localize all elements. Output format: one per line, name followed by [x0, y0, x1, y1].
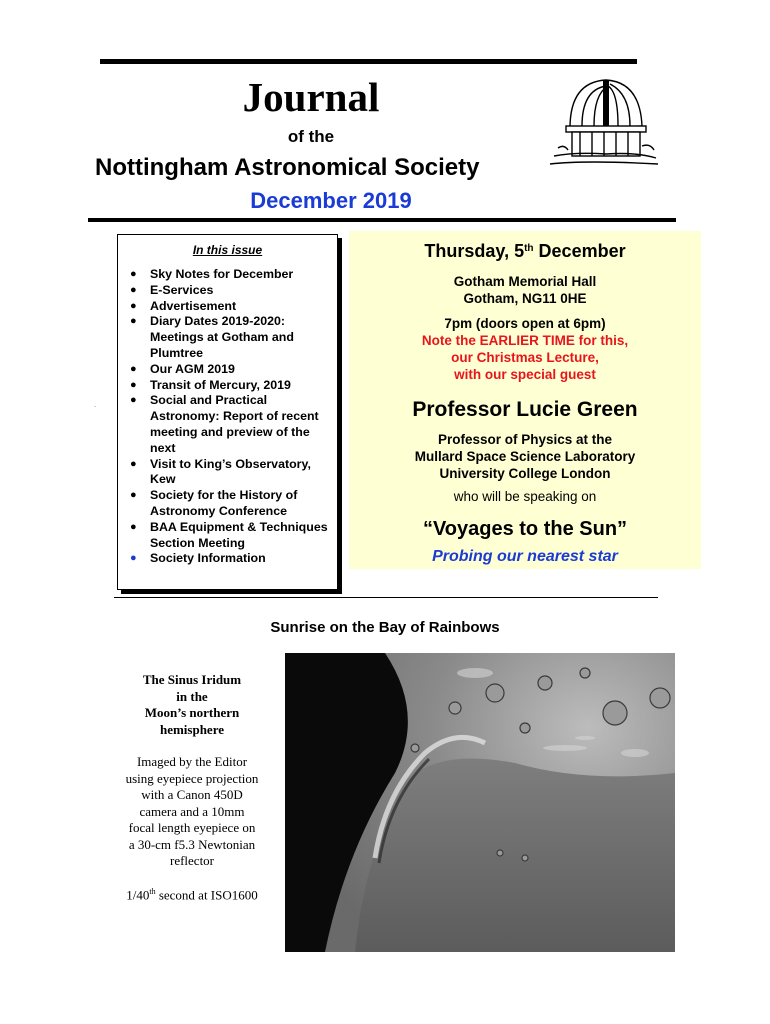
moon-surface-photo — [285, 653, 675, 952]
bullet-icon: ● — [130, 315, 137, 328]
list-item: ● Diary Dates 2019-2020: Meetings at Gotham and Plumtree — [130, 314, 294, 360]
speaker-name: Professor Lucie Green — [412, 398, 638, 421]
of-the-text: of the — [287, 127, 335, 146]
bullet-icon: ● — [130, 552, 137, 565]
list-item: ● Transit of Mercury, 2019 — [130, 377, 291, 392]
speaker-affiliation: Professor of Physics at the Mullard Space Science Laboratory University College London — [414, 432, 636, 481]
bullet-icon: ● — [130, 268, 137, 280]
top-rule — [100, 59, 637, 64]
journal-title: Journal — [242, 74, 380, 120]
bullet-icon: ● — [130, 394, 137, 407]
bullet-icon: ● — [130, 520, 137, 533]
caption-body: Imaged by the Editor using eyepiece projection with a Canon 450D camera and a 10mm focal length eyepiece on a 30-cm f5.3 Newtonian reflector — [125, 754, 259, 868]
bullet-icon: ● — [130, 457, 137, 470]
article-title: Sunrise on the Bay of Rainbows — [270, 619, 500, 636]
list-item: ● Sky Notes for December — [130, 267, 294, 281]
bullet-icon: ● — [130, 283, 137, 296]
list-item: ● BAA Equipment & Techniques Section Meeting — [130, 519, 328, 550]
issue-date: December 2019 — [250, 188, 412, 213]
observatory-dome-icon — [546, 68, 662, 168]
talk-title: “Voyages to the Sun” — [422, 518, 628, 540]
earlier-time-note: Note the EARLIER TIME for this, our Christmas Lecture, with our special guest — [421, 333, 629, 382]
photo-caption — [106, 672, 278, 903]
list-item: ● E-Services — [130, 282, 214, 297]
meeting-time: 7pm (doors open at 6pm) — [444, 316, 606, 331]
venue: Gotham Memorial Hall Gotham, NG11 0HE — [453, 274, 597, 306]
list-item: ● Our AGM 2019 — [130, 361, 235, 376]
speaking-intro: who will be speaking on — [453, 489, 597, 504]
meeting-panel — [349, 231, 701, 569]
contents-box — [117, 234, 338, 590]
contents-heading: In this issue — [192, 243, 263, 257]
header-rule — [88, 218, 676, 222]
bullet-icon: ● — [130, 299, 137, 312]
list-item: ● Advertisement — [130, 298, 237, 313]
caption-exposure: 1/40th second at ISO1600 — [126, 886, 258, 902]
list-item: ● Society Information — [130, 551, 266, 566]
bullet-icon: ● — [130, 489, 137, 502]
meeting-date: Thursday, 5th December — [424, 241, 626, 261]
talk-subtitle: Probing our nearest star — [432, 548, 618, 565]
list-item: ● Society for the History of Astronomy Conference — [130, 488, 298, 518]
section-divider — [114, 597, 658, 598]
list-item: ● Social and Practical Astronomy: Report of recent meeting and preview of the next — [130, 393, 319, 455]
stray-dot: . — [94, 400, 97, 409]
society-name: Nottingham Astronomical Society — [95, 154, 480, 181]
contents-list — [118, 267, 337, 567]
bullet-icon: ● — [130, 378, 137, 391]
bullet-icon: ● — [130, 362, 137, 375]
caption-title: The Sinus Iridum in the Moon’s northern hemisphere — [142, 672, 242, 737]
list-item: ● Visit to King’s Observatory, Kew — [130, 456, 311, 487]
